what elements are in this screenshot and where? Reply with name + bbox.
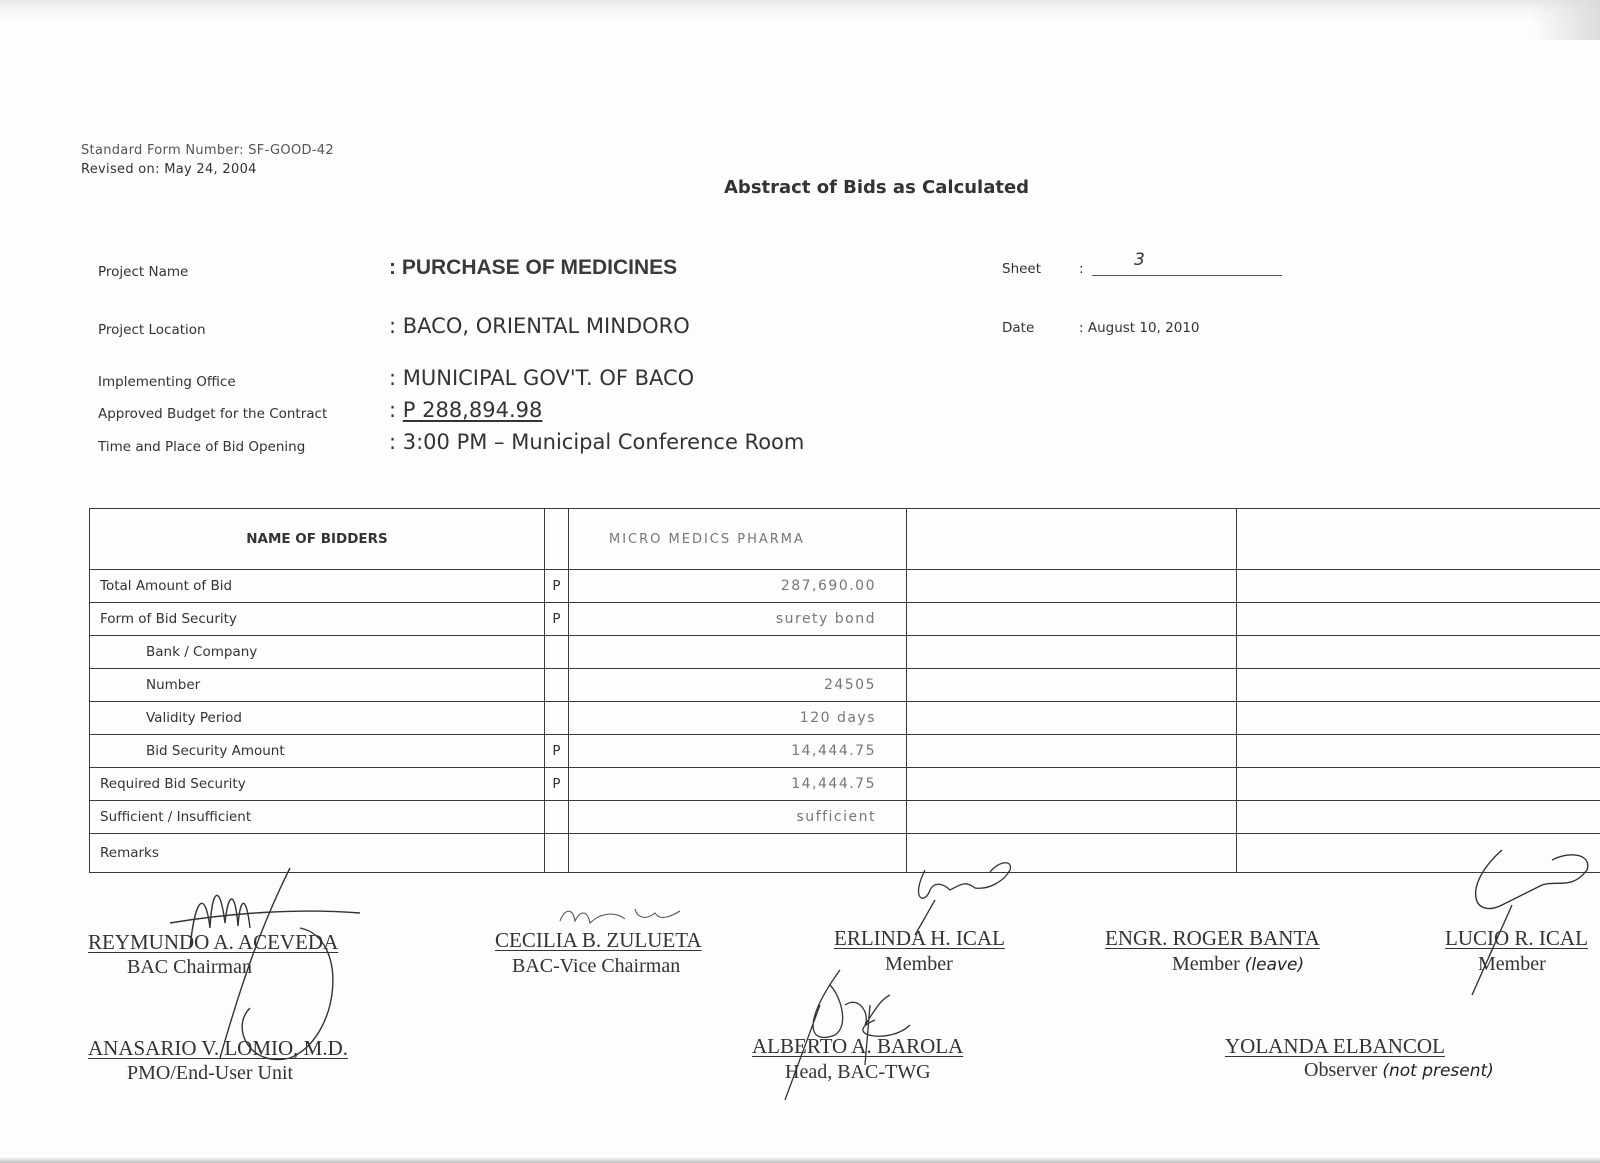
peso-sign: [545, 834, 569, 873]
peso-sign: [545, 669, 569, 702]
peso-sign: P: [545, 768, 569, 801]
cell-value: [1237, 669, 1600, 702]
scan-edge-bottom: [0, 1157, 1600, 1163]
cell-value: 14,444.75: [569, 735, 907, 768]
peso-sign: P: [545, 603, 569, 636]
signatory-name-lucio-ical: LUCIO R. ICAL: [1445, 926, 1588, 950]
table-row-validity-period: [90, 702, 1600, 735]
bidders-header: NAME OF BIDDERS: [90, 509, 545, 570]
row-label: Bank / Company: [90, 636, 545, 669]
row-label: Bid Security Amount: [90, 735, 545, 768]
cell-value: [907, 834, 1237, 873]
bids-table: [89, 508, 1600, 873]
bid-opening-value: : 3:00 PM – Municipal Conference Room: [389, 430, 805, 454]
peso-column-header: [545, 509, 569, 570]
signatory-role-lucio-ical: Member: [1478, 953, 1546, 975]
signatory-role-erlinda-ical: Member: [885, 953, 953, 975]
role-text: Member: [1172, 953, 1240, 975]
table-row-number: [90, 669, 1600, 702]
cell-value: 120 days: [569, 702, 907, 735]
signatory-name-vice-chairman: CECILIA B. ZULUETA: [495, 928, 702, 952]
project-name-label: Project Name: [98, 264, 189, 280]
cell-value: sufficient: [569, 801, 907, 834]
approved-budget-label: Approved Budget for the Contract: [98, 406, 328, 422]
signatory-role-twg-head: Head, BAC-TWG: [785, 1061, 931, 1083]
cell-value: [907, 669, 1237, 702]
cell-value: 14,444.75: [569, 768, 907, 801]
signature-vice-chairman-icon: [555, 903, 685, 931]
implementing-office-label: Implementing Office: [98, 374, 236, 390]
peso-sign: [545, 702, 569, 735]
standard-form-number: Standard Form Number: SF-GOOD-42: [81, 143, 334, 158]
cell-value: [1237, 636, 1600, 669]
bidder-name-2: [907, 509, 1237, 570]
cell-value: [1237, 768, 1600, 801]
cell-value: 24505: [569, 669, 907, 702]
cell-value: surety bond: [569, 603, 907, 636]
cell-value: [907, 570, 1237, 603]
signatory-name-observer: YOLANDA ELBANCOL: [1225, 1034, 1445, 1058]
implementing-office-value: : MUNICIPAL GOV'T. OF BACO: [389, 366, 695, 390]
signatory-name-chairman: REYMUNDO A. ACEVEDA: [88, 930, 339, 954]
bid-opening-label: Time and Place of Bid Opening: [98, 439, 306, 455]
approved-budget-colon: :: [389, 398, 403, 422]
table-row-remarks: [90, 834, 1600, 873]
row-label: Total Amount of Bid: [90, 570, 545, 603]
signatory-role-chairman: BAC Chairman: [127, 956, 252, 978]
cell-value: [907, 702, 1237, 735]
signatory-name-roger-banta: ENGR. ROGER BANTA: [1105, 926, 1320, 950]
cell-value: [569, 834, 907, 873]
row-label: Form of Bid Security: [90, 603, 545, 636]
approved-budget-field: [389, 398, 542, 422]
row-label: Remarks: [90, 834, 545, 873]
sheet-colon: :: [1079, 261, 1084, 277]
table-header-row: [90, 509, 1600, 570]
scan-shadow-corner: [1530, 0, 1600, 40]
sheet-label: Sheet: [1002, 261, 1042, 277]
table-row-required-bid-security: [90, 768, 1600, 801]
signatory-name-twg-head: ALBERTO A. BAROLA: [752, 1034, 964, 1058]
project-location-label: Project Location: [98, 322, 206, 338]
date-label: Date: [1002, 320, 1035, 336]
handwritten-note-not-present: (not present): [1382, 1061, 1494, 1081]
cell-value: [907, 801, 1237, 834]
cell-value: [1237, 834, 1600, 873]
row-label: Sufficient / Insufficient: [90, 801, 545, 834]
sheet-underline: [1092, 275, 1282, 276]
signatory-role-observer: [1304, 1059, 1494, 1082]
scan-edge-top: [0, 0, 1600, 22]
date-value: : August 10, 2010: [1079, 320, 1200, 336]
role-text: Observer: [1304, 1059, 1378, 1081]
signatory-name-erlinda-ical: ERLINDA H. ICAL: [834, 926, 1005, 950]
peso-sign: P: [545, 735, 569, 768]
table-row-sufficient: [90, 801, 1600, 834]
sheet-value: 3: [1134, 250, 1146, 270]
signatory-role-roger-banta: [1172, 953, 1304, 976]
row-label: Number: [90, 669, 545, 702]
peso-sign: [545, 636, 569, 669]
cell-value: [907, 603, 1237, 636]
project-name-value: : PURCHASE OF MEDICINES: [389, 256, 678, 279]
bidder-name-1: MICRO MEDICS PHARMA: [569, 509, 907, 570]
project-location-value: : BACO, ORIENTAL MINDORO: [389, 314, 690, 338]
table-row-bank-company: [90, 636, 1600, 669]
bidder-name-3: [1237, 509, 1600, 570]
handwritten-note-leave: (leave): [1244, 955, 1305, 975]
document-title: Abstract of Bids as Calculated: [724, 177, 1030, 198]
peso-sign: [545, 801, 569, 834]
signatory-role-end-user: PMO/End-User Unit: [127, 1062, 294, 1084]
cell-value: [1237, 801, 1600, 834]
row-label: Validity Period: [90, 702, 545, 735]
cell-value: [1237, 603, 1600, 636]
revised-date: Revised on: May 24, 2004: [81, 162, 257, 177]
signatory-role-vice-chairman: BAC-Vice Chairman: [512, 955, 681, 977]
cell-value: 287,690.00: [569, 570, 907, 603]
cell-value: [907, 768, 1237, 801]
peso-sign: P: [545, 570, 569, 603]
cell-value: [1237, 735, 1600, 768]
row-label: Required Bid Security: [90, 768, 545, 801]
cell-value: [569, 636, 907, 669]
cell-value: [1237, 570, 1600, 603]
cell-value: [907, 636, 1237, 669]
table-row-form-of-bid-security: [90, 603, 1600, 636]
approved-budget-value: P 288,894.98: [402, 398, 543, 422]
table-row-total-amount: [90, 570, 1600, 603]
signatory-name-end-user: ANASARIO V. LOMIO, M.D.: [88, 1036, 348, 1060]
cell-value: [907, 735, 1237, 768]
cell-value: [1237, 702, 1600, 735]
table-row-bid-security-amount: [90, 735, 1600, 768]
